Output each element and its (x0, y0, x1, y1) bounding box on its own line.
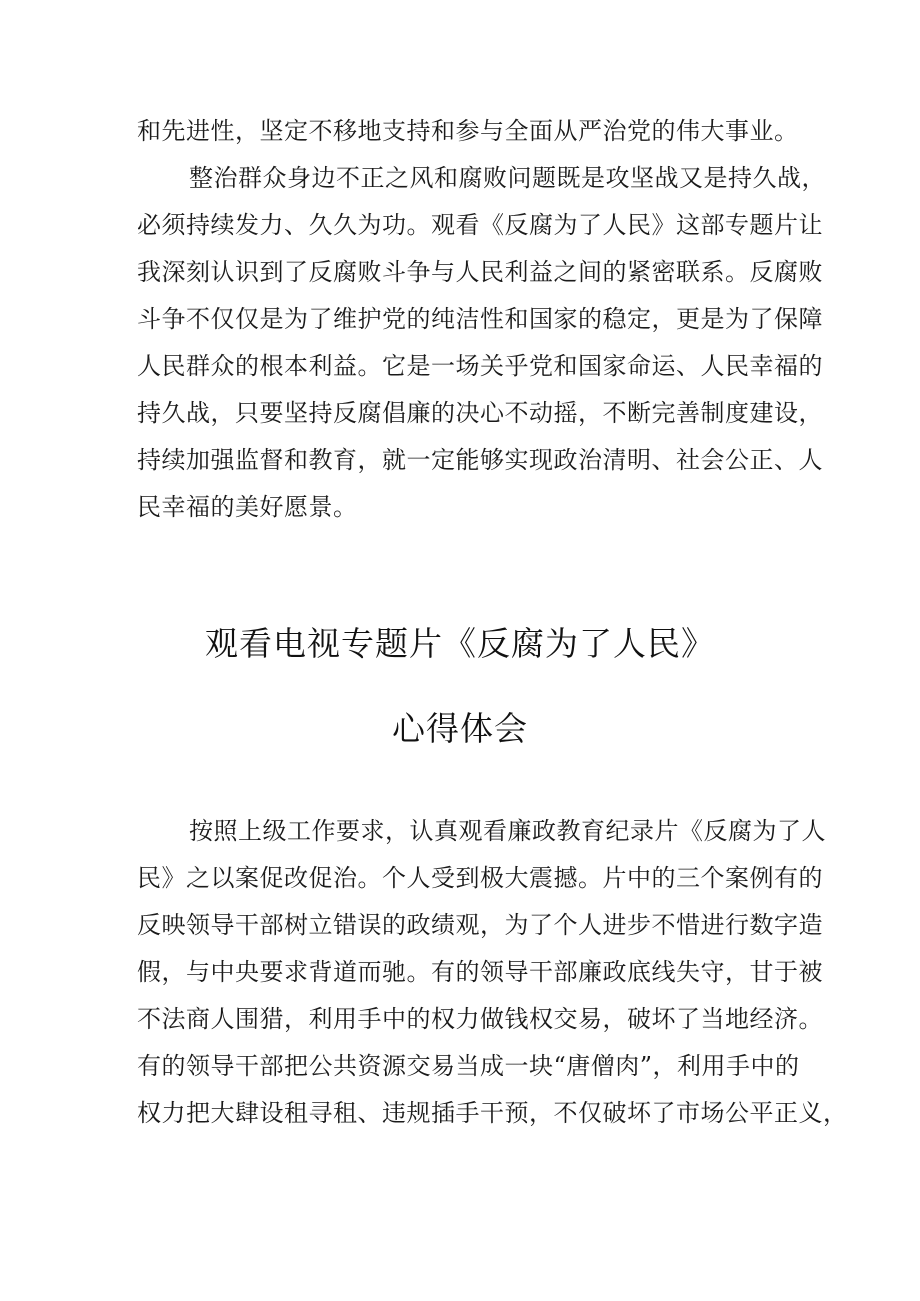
paragraph-line: 斗争不仅仅是为了维护党的纯洁性和国家的稳定，更是为了保障 (137, 305, 823, 333)
paragraph-line: 必须持续发力、久久为功。观看《反腐为了人民》这部专题片让 (137, 211, 823, 239)
body-paragraphs-top (137, 108, 826, 531)
paragraph-line: 不法商人围猎，利用手中的权力做钱权交易，破坏了当地经济。 (137, 1005, 823, 1033)
document-title: 观看电视专题片《反腐为了人民》 (205, 624, 715, 663)
paragraph-line: 反映领导干部树立错误的政绩观，为了个人进步不惜进行数字造 (137, 911, 823, 939)
paragraph-line: 人民群众的根本利益。它是一场关乎党和国家命运、人民幸福的 (137, 352, 823, 380)
paragraph-line: 假，与中央要求背道而驰。有的领导干部廉政底线失守，甘于被 (137, 958, 823, 986)
paragraph-line: 民》之以案促改促治。个人受到极大震撼。片中的三个案例有的 (137, 864, 823, 892)
document-subtitle: 心得体会 (392, 709, 528, 748)
paragraph-line: 持续加强监督和教育，就一定能够实现政治清明、社会公正、人 (137, 446, 823, 474)
paragraph-line: 我深刻认识到了反腐败斗争与人民利益之间的紧密联系。反腐败 (137, 258, 823, 286)
paragraph-line: 按照上级工作要求，认真观看廉政教育纪录片《反腐为了人 (189, 817, 826, 845)
paragraph-line: 权力把大肆设租寻租、违规插手干预，不仅破坏了市场公平正义， (137, 1099, 848, 1127)
paragraph-line: 持久战，只要坚持反腐倡廉的决心不动摇，不断完善制度建设， (137, 399, 823, 427)
body-paragraphs-bottom (137, 808, 848, 1137)
paragraph-line: 整治群众身边不正之风和腐败问题既是攻坚战又是持久战， (189, 164, 826, 192)
paragraph-line: 民幸福的美好愿景。 (137, 493, 358, 521)
paragraph-line: 和先进性，坚定不移地支持和参与全面从严治党的伟大事业。 (137, 117, 799, 145)
paragraph-line: 有的领导干部把公共资源交易当成一块“唐僧肉”，利用手中的 (137, 1052, 800, 1080)
